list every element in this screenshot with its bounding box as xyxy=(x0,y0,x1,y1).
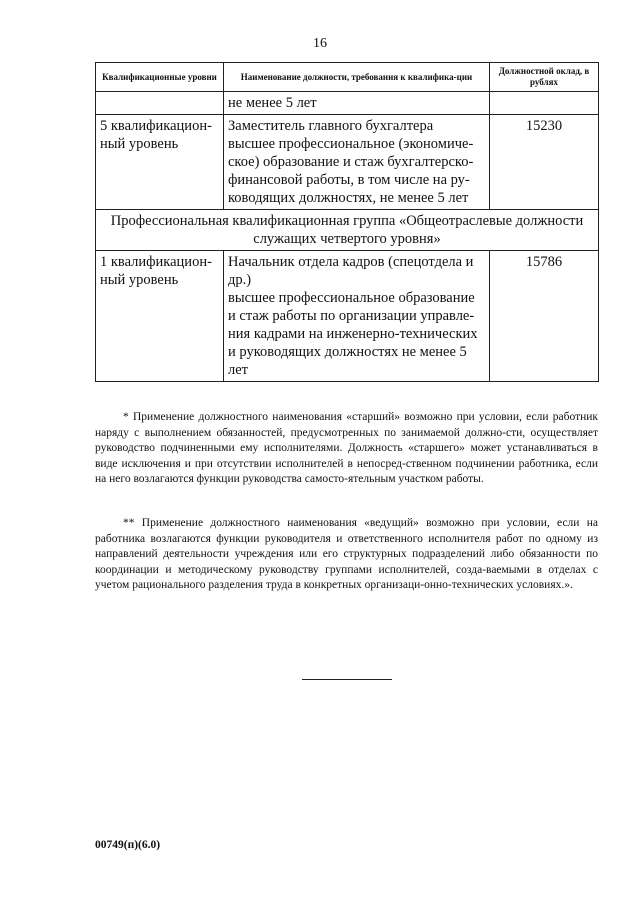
position-title: Начальник отдела кадров (спецотдела и др.) xyxy=(228,254,474,288)
position-requirement: высшее профессиональное (экономиче-ское) образование и стаж бухгалтерско-финансовой работы, в том числе на ру-ководящих должностях, не менее 5 лет xyxy=(228,136,474,206)
cell-salary: 15230 xyxy=(490,115,599,210)
cell-position xyxy=(224,251,490,382)
header-position: Наименование должности, требования к квалифика-ции xyxy=(224,63,490,92)
group-header: Профессиональная квалификационная группа «Общеотраслевые должности служащих четвертого уровня» xyxy=(96,210,599,251)
position-requirement: высшее профессиональное образование и стаж работы по организации управле-ния кадрами на инженерно-технических и руководящих должностях не менее 5 лет xyxy=(228,290,478,378)
cell-salary xyxy=(490,92,599,115)
cell-level: 5 квалификацион-ный уровень xyxy=(96,115,224,210)
qualification-table xyxy=(95,62,599,382)
footnote-senior: * Применение должностного наименования «старший» возможно при условии, если работник наряду с выполнением обязанностей, предусмотренных по занимаемой должно-сти, осуществляет руководство подчиненными ему исполнителями. Должность «старшего» может устанавливаться в виде исключения и при отсутствии исполнителей в непосред-ственном подчинении работника, если на него возлагаются функции руководства самосто-ятельным участком работы. xyxy=(95,411,598,485)
header-level: Квалификационные уровни xyxy=(96,63,224,92)
document-code: 00749(п)(6.0) xyxy=(95,839,161,851)
cell-position xyxy=(224,92,490,115)
position-requirement: не менее 5 лет xyxy=(228,95,317,111)
cell-position xyxy=(224,115,490,210)
group-header-row xyxy=(96,210,599,251)
table-header-row xyxy=(96,63,599,92)
position-title: Заместитель главного бухгалтера xyxy=(228,118,434,134)
header-salary: Должностной оклад, в рублях xyxy=(490,63,599,92)
table-row xyxy=(96,92,599,115)
footnote-leading: ** Применение должностного наименования «ведущий» возможно при условии, если на работника возлагаются функции руководителя и ответственного исполнителя работ по одному из направлений деятельности учреждения или его структурных подразделений либо обязанности по координации и методическому руководству группами исполнителей, созда-ваемыми в отделах с учетом рационального разделения труда в конкретных организаци-онно-технических условиях.». xyxy=(95,517,598,591)
page-number: 16 xyxy=(313,36,327,51)
cell-level xyxy=(96,92,224,115)
cell-salary: 15786 xyxy=(490,251,599,382)
table-row xyxy=(96,251,599,382)
cell-level: 1 квалификацион-ный уровень xyxy=(96,251,224,382)
end-divider xyxy=(302,679,392,680)
table-row xyxy=(96,115,599,210)
